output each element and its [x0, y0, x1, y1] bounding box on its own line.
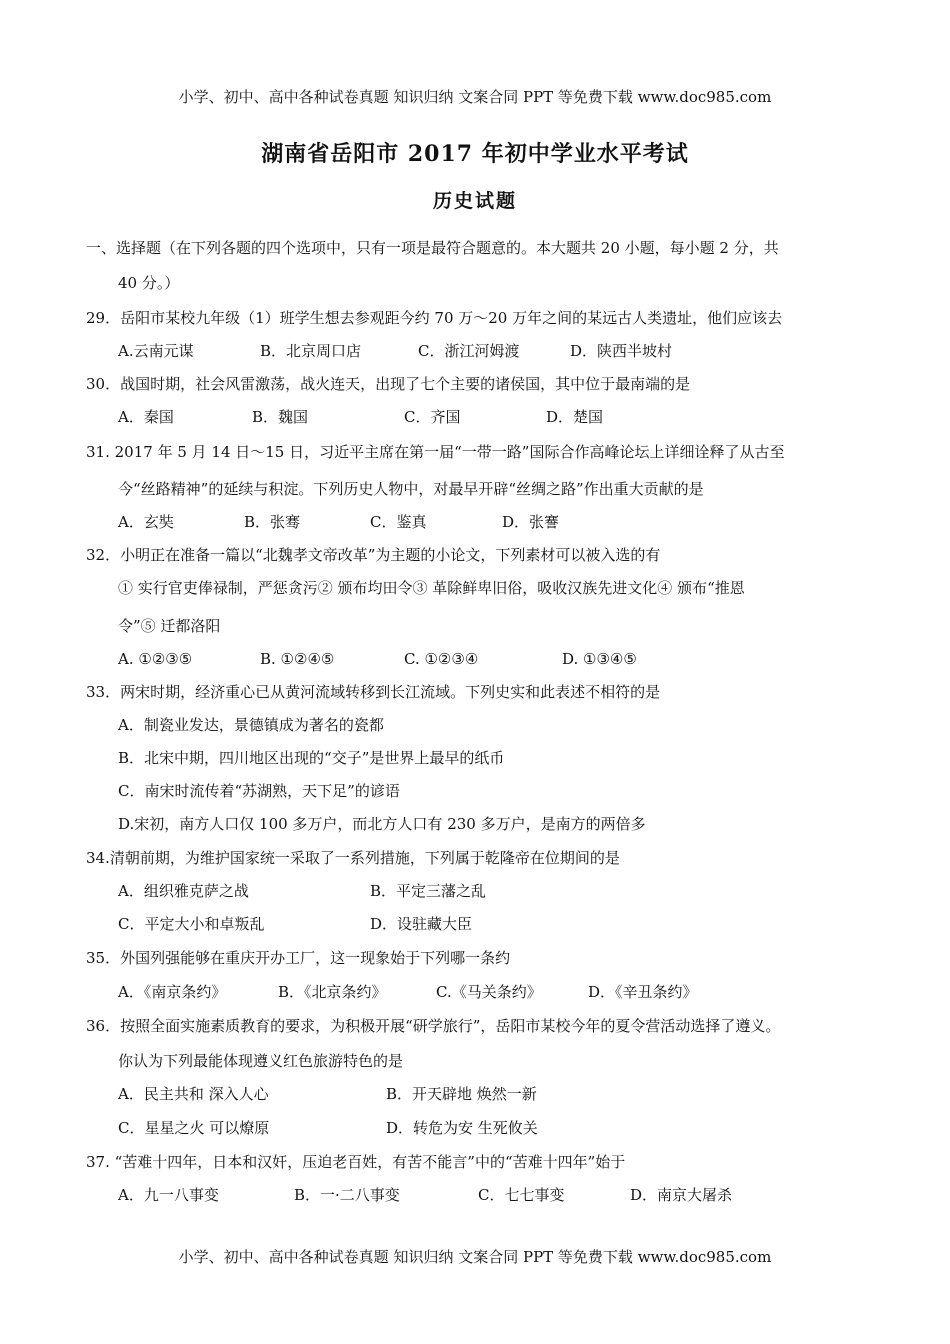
- question-34-options-row1: [118, 881, 918, 901]
- question-29-stem: 29．岳阳市某校九年级（1）班学生想去参观距今约 70 万～20 万年之间的某远古人类遗址，他们应该去: [86, 309, 783, 327]
- q31-option-c: C．鉴真: [370, 513, 427, 531]
- q31-option-b: B．张骞: [244, 513, 301, 531]
- q34-option-a: A．组织雅克萨之战: [118, 882, 249, 900]
- q30-option-c: C．齐国: [404, 408, 461, 426]
- q32-option-d: D. ①③④⑤: [562, 650, 637, 668]
- q32-option-b: B. ①②④⑤: [260, 650, 335, 668]
- q36-option-a: A．民主共和 深入人心: [118, 1085, 269, 1103]
- q30-option-b: B．魏国: [252, 408, 309, 426]
- question-36-options-row2: [118, 1118, 918, 1138]
- q31-option-d: D．张謇: [502, 513, 560, 531]
- q33-option-b: B．北宋中期，四川地区出现的“交子”是世界上最早的纸币: [118, 749, 505, 767]
- q32-option-a: A. ①②③⑤: [118, 650, 193, 668]
- question-34-options-row2: [118, 914, 918, 934]
- q35-option-d: D．《辛丑条约》: [588, 983, 698, 1001]
- question-32-stem: 32．小明正在准备一篇以“北魏孝文帝改革”为主题的小论文，下列素材可以被入选的有: [86, 546, 661, 564]
- page-footer: 小学、初中、高中各种试卷真题 知识归纳 文案合同 PPT 等免费下载 www.doc985.com: [178, 1248, 772, 1266]
- section-instruction-cont: 40 分。）: [118, 274, 180, 292]
- question-31-stem: 31. 2017 年 5 月 14 日～15 日，习近平主席在第一届“一带一路”国际合作高峰论坛上详细诠释了从古至: [86, 443, 785, 461]
- q37-option-b: B．一·二八事变: [294, 1186, 400, 1204]
- question-37-options: [118, 1185, 918, 1205]
- q29-option-c: C．浙江河姆渡: [418, 342, 520, 360]
- q30-option-d: D．楚国: [546, 408, 604, 426]
- q35-option-b: B．《北京条约》: [278, 983, 387, 1001]
- question-29-options: [118, 341, 918, 361]
- question-32-materials: ① 实行官吏俸禄制，严惩贪污② 颁布均田令③ 革除鲜卑旧俗，吸收汉族先进文化④ 颁布“推恩: [118, 579, 745, 597]
- question-30-options: [118, 407, 918, 427]
- q33-option-a: A．制瓷业发达，景德镇成为著名的瓷都: [118, 716, 384, 734]
- q29-option-d: D．陕西半坡村: [570, 342, 673, 360]
- q35-option-a: A．《南京条约》: [118, 983, 227, 1001]
- q33-option-d: D.宋初，南方人口仅 100 多万户，而北方人口有 230 多万户，是南方的两倍多: [118, 815, 646, 833]
- question-37-stem: 37. “苦难十四年，日本和汉奸，压迫老百姓，有苦不能言”中的“苦难十四年”始于: [86, 1153, 626, 1171]
- q35-option-c: C.《马关条约》: [436, 983, 542, 1001]
- q34-option-c: C．平定大小和卓叛乱: [118, 915, 265, 933]
- q36-option-b: B．开天辟地 焕然一新: [386, 1085, 537, 1103]
- question-32-materials-cont: 令”⑤ 迁都洛阳: [118, 617, 221, 635]
- question-31-stem-cont: 今“丝路精神”的延续与积淀。下列历史人物中，对最早开辟“丝绸之路”作出重大贡献的是: [118, 480, 704, 498]
- question-32-options: [118, 649, 918, 669]
- q31-option-a: A．玄奘: [118, 513, 174, 531]
- q34-option-d: D．设驻藏大臣: [370, 915, 473, 933]
- question-36-stem-cont: 你认为下列最能体现遵义红色旅游特色的是: [118, 1052, 404, 1070]
- question-36-stem: 36．按照全面实施素质教育的要求，为积极开展“研学旅行”，岳阳市某校今年的夏令营活动选择了遵义。: [86, 1017, 781, 1035]
- q32-option-c: C. ①②③④: [404, 650, 479, 668]
- q29-option-a: A.云南元谋: [118, 342, 194, 360]
- q34-option-b: B．平定三藩之乱: [370, 882, 487, 900]
- q37-option-a: A．九一八事变: [118, 1186, 219, 1204]
- q37-option-d: D．南京大屠杀: [630, 1186, 733, 1204]
- q36-option-d: D．转危为安 生死攸关: [386, 1119, 538, 1137]
- q37-option-c: C．七七事变: [478, 1186, 565, 1204]
- page-header: 小学、初中、高中各种试卷真题 知识归纳 文案合同 PPT 等免费下载 www.doc985.com: [178, 88, 772, 106]
- question-33-stem: 33．两宋时期，经济重心已从黄河流域转移到长江流域。下列史实和此表述不相符的是: [86, 683, 661, 701]
- question-35-options: [118, 982, 918, 1002]
- q29-option-b: B．北京周口店: [260, 342, 362, 360]
- q33-option-c: C．南宋时流传着“苏湖熟，天下足”的谚语: [118, 782, 400, 800]
- q36-option-c: C．星星之火 可以燎原: [118, 1119, 270, 1137]
- question-35-stem: 35．外国列强能够在重庆开办工厂，这一现象始于下列哪一条约: [86, 949, 511, 967]
- question-34-stem: 34.清朝前期，为维护国家统一采取了一系列措施，下列属于乾隆帝在位期间的是: [86, 849, 620, 867]
- question-36-options-row1: [118, 1084, 918, 1104]
- section-instruction: 一、选择题（在下列各题的四个选项中，只有一项是最符合题意的。本大题共 20 小题，每小题 2 分，共: [86, 239, 779, 257]
- exam-title: 湖南省岳阳市 2017 年初中学业水平考试: [261, 141, 689, 167]
- exam-subtitle: 历史试题: [432, 190, 517, 212]
- q30-option-a: A．秦国: [118, 408, 174, 426]
- question-30-stem: 30．战国时期，社会风雷激荡，战火连天，出现了七个主要的诸侯国，其中位于最南端的是: [86, 375, 691, 393]
- question-31-options: [118, 512, 918, 532]
